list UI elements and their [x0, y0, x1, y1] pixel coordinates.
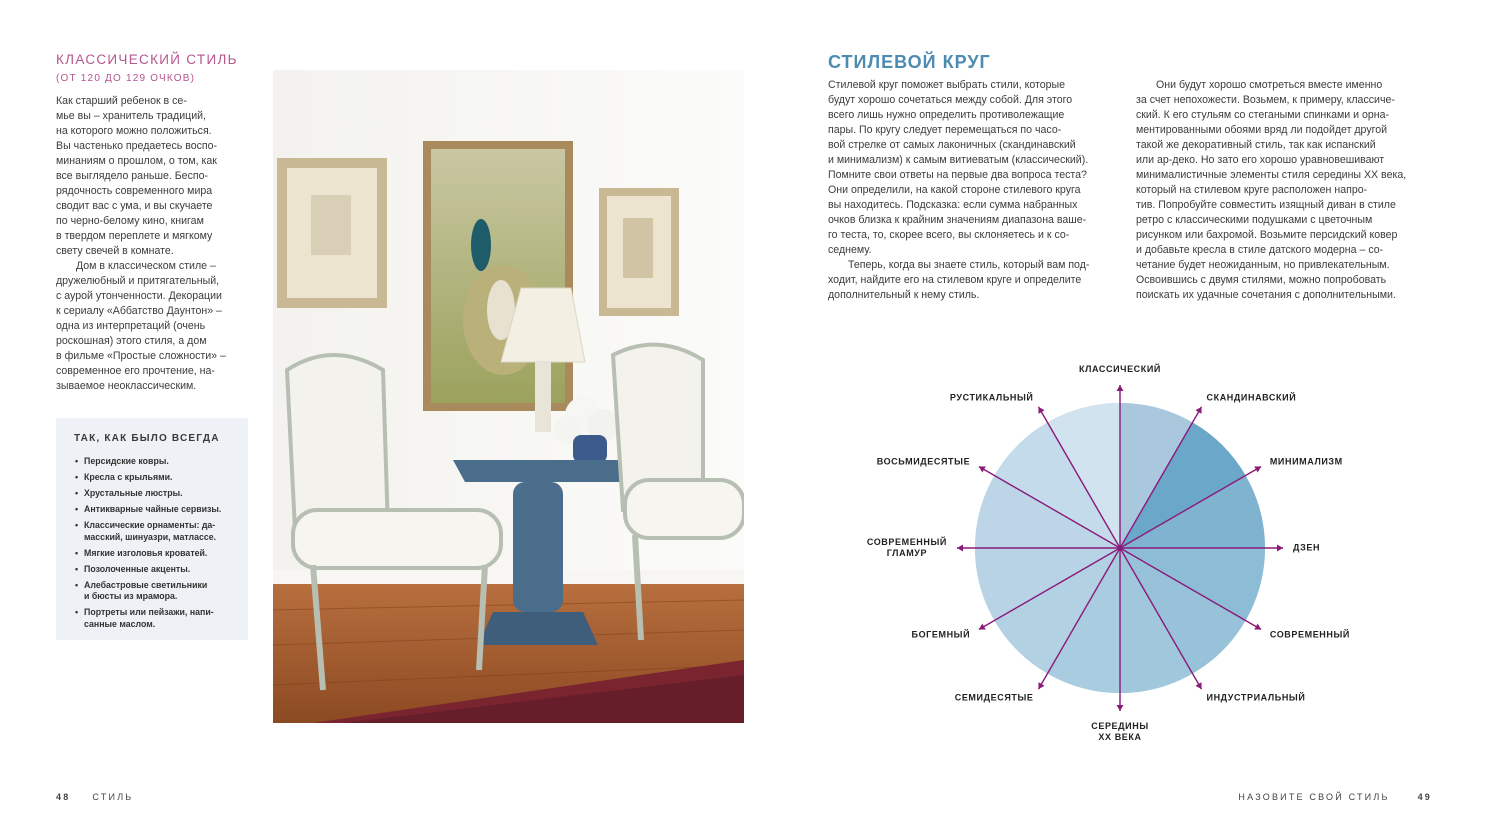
sidebar-item-line: • Антикварные чайные сервизы.	[84, 504, 222, 514]
right-body-column-1	[828, 78, 1128, 303]
text-line: будут хорошо сочетаться между собой. Для этого	[828, 94, 1073, 106]
text-line: роскошная) этого стиля, а дом	[56, 335, 207, 347]
wheel-label-line: XX ВЕКА	[1098, 732, 1142, 742]
text-line: минималистичные элементы стиля середины XX века,	[1136, 169, 1407, 181]
text-line: и минимализм) к самым витиеватым (классический).	[828, 154, 1089, 166]
sidebar-list-item	[84, 607, 238, 630]
text-line: Помните свои ответы на первые два вопроса теста?	[828, 169, 1087, 181]
text-line: тив. Попробуйте совместить изящный диван в стиле	[1136, 199, 1396, 211]
text-line: вой стрелке от самых лаконичных (скандинавский	[828, 139, 1076, 151]
wheel-label-line: СЕРЕДИНЫ	[1091, 721, 1149, 731]
text-line: за счет непохожести. Возьмем, к примеру, классиче-	[1136, 94, 1395, 106]
sidebar-list-item	[84, 548, 238, 560]
section-title: КЛАССИЧЕСКИЙ СТИЛЬ	[56, 52, 238, 67]
interior-photo	[273, 70, 744, 723]
text-line: Они будут хорошо смотреться вместе именно	[1156, 79, 1383, 91]
text-line: свету свечей в комнате.	[56, 245, 174, 257]
interior-photo-illustration	[273, 70, 744, 723]
sidebar-box	[56, 418, 248, 640]
text-line: с аурой утонченности. Декорации	[56, 290, 222, 302]
text-line: одна из интерпретаций (очень	[56, 320, 206, 332]
footer-left-label: СТИЛЬ	[92, 792, 134, 802]
sidebar-list-item	[84, 564, 238, 576]
sidebar-item-line: • Мягкие изголовья кроватей.	[84, 547, 208, 558]
right-body-column-2	[1136, 78, 1436, 303]
wheel-label-line: СЕМИДЕСЯТЫЕ	[954, 692, 1034, 703]
text-line: и добавьте кресла в стиле датского модерна – со-	[1136, 244, 1384, 256]
wheel-label	[1293, 543, 1320, 554]
sidebar-list-item	[84, 488, 238, 500]
sidebar-title: ТАК, КАК БЫЛО ВСЕГДА	[74, 433, 220, 444]
text-line: в фильме «Простые сложности» –	[56, 350, 226, 362]
sidebar-item-line: и бюсты из мрамора.	[84, 591, 178, 601]
text-line: ментированными обоями вряд ли подойдет другой	[1136, 124, 1388, 136]
text-line: мье вы – хранитель традиций,	[56, 110, 207, 122]
paragraph	[1136, 78, 1436, 303]
paragraph	[56, 259, 256, 394]
text-line: Как старший ребенок в се-	[56, 95, 187, 107]
text-line: в твердом переплете и мягкому	[56, 230, 213, 242]
page-number-left: 48	[56, 792, 71, 802]
sidebar-list-item	[84, 456, 238, 468]
text-line: к сериалу «Аббатство Даунтон» –	[56, 305, 222, 317]
wheel-label	[950, 393, 1034, 404]
text-line: ский. К его стульям со стегаными спинками и орна-	[1136, 109, 1390, 121]
wheel-arrowhead	[1117, 385, 1124, 391]
sidebar-list	[74, 456, 238, 630]
wheel-label-line: МИНИМАЛИЗМ	[1269, 456, 1343, 466]
footer-right-label: НАЗОВИТЕ СВОЙ СТИЛЬ	[1238, 792, 1390, 802]
wheel-label	[955, 692, 1034, 703]
wheel-arrowhead	[957, 545, 963, 552]
paragraph	[828, 258, 1128, 303]
style-wheel	[860, 364, 1400, 742]
left-heading-block	[56, 52, 256, 84]
wheel-label	[1270, 629, 1350, 640]
wheel-label	[877, 456, 970, 467]
text-line: Они определили, на какой стороне стилевого круга	[828, 184, 1081, 196]
text-line: рисунком или бахромой. Возьмите персидский ковер	[1136, 229, 1398, 241]
text-line: сводит вас с ума, и вы скучаете	[56, 200, 213, 212]
sidebar-list-item	[84, 520, 238, 543]
sidebar-list-item	[84, 472, 238, 484]
text-line: четание будет неожиданным, но привлекательным.	[1136, 259, 1390, 271]
text-line: дополнительный к нему стиль.	[828, 289, 980, 301]
wheel-label-line: ГЛАМУР	[886, 548, 928, 558]
wheel-label	[1207, 393, 1297, 404]
wheel-label-line: ВОСЬМИДЕСЯТЫЕ	[876, 456, 971, 466]
sidebar-item-line: • Персидские ковры.	[84, 456, 169, 466]
sidebar-item-line: масский, шинуазри, матлассе.	[84, 531, 217, 542]
wheel-label	[1270, 456, 1343, 467]
sidebar-item-line: • Алебастровые светильники	[84, 579, 208, 590]
wheel-label-line: ИНДУСТРИАЛЬНЫЙ	[1206, 692, 1306, 703]
wheel-label-line: БОГЕМНЫЙ	[911, 629, 971, 639]
text-line: на которого можно положиться.	[56, 125, 212, 137]
paragraph	[56, 94, 256, 259]
page-number-right: 49	[1417, 792, 1432, 802]
footer-right	[1238, 792, 1432, 802]
text-line: го теста, то, скорее всего, вы склоняетесь и к со-	[828, 229, 1070, 241]
text-line: современное его прочтение, на-	[56, 365, 215, 377]
text-line: пары. По кругу следует перемещаться по часо-	[828, 124, 1062, 136]
text-line: всего лишь нужно определить противолежащие	[828, 109, 1065, 121]
sidebar-list-item	[84, 504, 238, 516]
text-line: такой же декоративный стиль, так как испанский	[1136, 139, 1376, 151]
sidebar-item-line: • Хрустальные люстры.	[84, 488, 183, 498]
sidebar-item-line: • Кресла с крыльями.	[84, 472, 173, 482]
wheel-label	[1091, 721, 1149, 743]
wheel-label-line: ДЗЕН	[1293, 542, 1321, 553]
left-body-text	[56, 94, 256, 394]
text-line: очков близка к крайним значениям диапазона ваше-	[828, 214, 1087, 226]
wheel-label-line: СОВРЕМЕННЫЙ	[866, 537, 947, 547]
sidebar-item-line: • Классические орнаменты: да-	[84, 520, 216, 530]
sidebar-item-line: санные маслом.	[84, 618, 156, 629]
sidebar-item-line: • Позолоченные акценты.	[84, 563, 191, 574]
wheel-label	[1079, 364, 1161, 375]
text-line: поискать их удачные сочетания с дополнительными.	[1136, 289, 1396, 301]
text-line: Освоившись с двумя стилями, можно попробовать	[1136, 274, 1387, 286]
text-line: все выглядело раньше. Беспо-	[56, 170, 209, 182]
wheel-label	[912, 629, 971, 640]
text-line: седнему.	[828, 244, 872, 256]
wheel-arrowhead	[1117, 705, 1124, 711]
text-line: который на стилевом круге расположен напро-	[1136, 184, 1368, 196]
text-line: Дом в классическом стиле –	[76, 260, 216, 272]
text-line: по черно-белому кино, книгам	[56, 215, 204, 227]
sidebar-list-item	[84, 580, 238, 603]
text-line: вы находитесь. Подсказка: если сумма набранных	[828, 199, 1078, 211]
right-heading-block	[828, 52, 1128, 73]
wheel-label-line: СОВРЕМЕННЫЙ	[1269, 629, 1350, 639]
text-line: или ар-деко. Но зато его хорошо уравновешивают	[1136, 154, 1385, 166]
sidebar-item-line: • Портреты или пейзажи, напи-	[84, 607, 214, 617]
wheel-arrowhead	[1277, 545, 1283, 552]
text-line: ретро с классическими подушками с цветочным	[1136, 214, 1373, 226]
text-line: рядочность современного мира	[56, 185, 213, 197]
wheel-label	[1207, 692, 1306, 703]
footer-left	[56, 792, 133, 802]
wheel-label	[867, 537, 947, 559]
paragraph	[828, 78, 1128, 258]
wheel-label-line: КЛАССИЧЕСКИЙ	[1078, 364, 1162, 374]
text-line: ходит, найдите его на стилевом круге и определите	[828, 274, 1082, 286]
text-line: минаниям о прошлом, о том, как	[56, 155, 217, 167]
style-wheel-title: СТИЛЕВОЙ КРУГ	[828, 52, 991, 72]
text-line: зываемое неоклассическим.	[56, 380, 197, 392]
text-line: дружелюбный и притягательный,	[56, 275, 220, 287]
text-line: Вы частенько предаетесь воспо-	[56, 140, 218, 152]
wheel-label-line: СКАНДИНАВСКИЙ	[1206, 392, 1297, 403]
wheel-label-line: РУСТИКАЛЬНЫЙ	[949, 392, 1034, 403]
score-range: (ОТ 120 ДО 129 ОЧКОВ)	[56, 73, 196, 84]
text-line: Стилевой круг поможет выбрать стили, которые	[828, 79, 1066, 91]
text-line: Теперь, когда вы знаете стиль, который вам под-	[848, 259, 1090, 271]
